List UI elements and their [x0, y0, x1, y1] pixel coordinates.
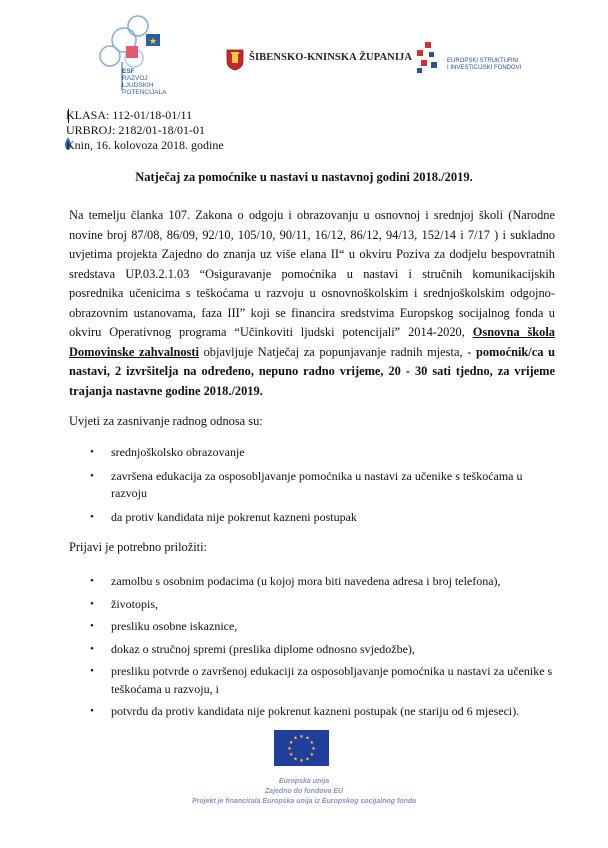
position-description: pomoćnik/ca u nastavi, 2 izvršitelja na određeno, nepuno radno vrijeme, 20 - 30 sati tjedno, za vrijeme trajanja nastavne godine 2018./2019.: [69, 344, 555, 398]
svg-text:★: ★: [309, 741, 315, 746]
intro-part2: objavljuje Natječaj za popunjavanje radnih mjesta, -: [198, 344, 476, 359]
conditions-list: [90, 444, 550, 532]
footer: [0, 777, 608, 807]
svg-text:★: ★: [287, 747, 292, 752]
esf-logo-text: ESF RAZVOJ LJUDSKIH POTENCIJALA: [122, 68, 167, 96]
list-item: • dokaz o stručnoj spremi (preslika diplome odnosno svjedožbe),: [90, 641, 560, 659]
svg-text:★: ★: [299, 759, 304, 764]
school-name: Osnovna škola Domovinske zahvalnosti: [69, 325, 555, 359]
reference-block: [66, 108, 224, 153]
list-item: • zamolbu s osobnim podacima (u kojoj mora biti navedena adresa i broj telefona),: [90, 573, 560, 591]
list-item: • životopis,: [90, 596, 560, 614]
svg-text:★: ★: [305, 736, 310, 742]
attachments-heading: Prijavi je potrebno priložiti:: [69, 540, 207, 554]
place-date-line: Knin, 16. kolovoza 2018. godine: [66, 138, 224, 152]
list-item: • završena edukacija za osposobljavanje pomoćnika u nastavi za učenike s teškoćama u razvoju: [90, 468, 550, 503]
eu-funds-text: EUROPSKI STRUKTURNI I INVESTICIJSKI FONDOVI: [447, 58, 522, 71]
list-item: • presliku potvrde o završenoj edukaciji za osposobljavanje pomoćnika u nastavi za učenike s teškoćama u razvoju, i: [90, 663, 560, 698]
list-item: • potvrdu da protiv kandidata nije pokrenut kazneni postupak (ne stariju od 6 mjeseci).: [90, 703, 560, 721]
list-item: • srednjoškolsko obrazovanje: [90, 444, 550, 462]
klasa-line: KLASA: 112-01/18-01/11: [66, 108, 193, 122]
svg-text:★: ★: [311, 747, 316, 752]
footer-line2: Zajedno do fondova EU: [264, 788, 344, 795]
footer-line1: Europska unija: [278, 778, 330, 785]
svg-text:★: ★: [293, 736, 298, 742]
svg-text:★: ★: [299, 735, 304, 740]
eu-flag-icon: [274, 730, 329, 766]
county-name: ŠIBENSKO-KNINSKA ŽUPANIJA: [249, 52, 413, 63]
svg-text:★: ★: [288, 741, 294, 746]
list-item: • da protiv kandidata nije pokrenut kazneni postupak: [90, 509, 550, 527]
svg-text:★: ★: [309, 753, 315, 758]
attachments-list: [90, 573, 560, 726]
svg-text:★: ★: [148, 36, 158, 46]
document-title: Natječaj za pomoćnike u nastavi u nastavnoj godini 2018./2019.: [135, 170, 473, 184]
svg-text:★: ★: [288, 753, 294, 758]
footer-line3: Projekt je financirala Europska unija iz Europskog socijalnog fonda: [191, 798, 417, 805]
urbroj-line: URBROJ: 2182/01-18/01-01: [66, 123, 206, 137]
county-coat-of-arms-icon: [226, 49, 244, 71]
intro-paragraph: [69, 206, 555, 401]
list-item: • presliku osobne iskaznice,: [90, 618, 560, 636]
eu-funds-logo: [415, 40, 441, 76]
header-logos: [0, 0, 608, 100]
svg-text:★: ★: [293, 757, 298, 763]
intro-part1: Na temelju članka 107. Zakona o odgoju i obrazovanju u osnovnoj i srednjoj školi (Narodne novine broj 87/08, 86/09, 92/10, 105/10, 90/11, 16/12, 86/12, 94/13, 152/14 i 7/17 ) i sukladno uvjetima projekta Zajedno do znanja uz više elana II“ u okviru Poziva za dodjelu bespovratnih sredstava UP.03.2.1.03 “Osiguravanje pomoćnika u nastavi i stručnih komunikacijskih posrednika učenicima s teškoćama u razvoju u osnovnoškolskim i srednjoškolskim odgojno-obrazovnim ustanovama, faza III” koji se financira sredstvima Europskog socijalnog fonda u okviru Operativnog programa “Učinkoviti ljudski potencijali” 2014-2020,: [69, 208, 555, 339]
conditions-heading: Uvjeti za zasnivanje radnog odnosa su:: [69, 414, 263, 428]
svg-text:★: ★: [305, 757, 310, 763]
